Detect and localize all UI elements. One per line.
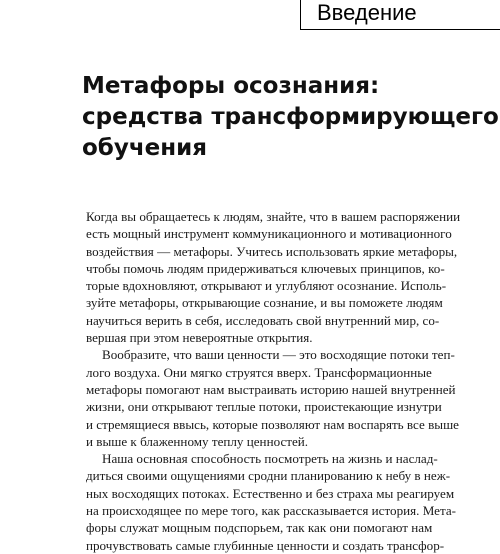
paragraph — [86, 346, 459, 450]
text-line: ных восходящих потоках. Естественно и без страха мы реагируем — [86, 485, 455, 501]
paragraph — [86, 450, 457, 554]
text-line: и выше к блаженному теплу ценностей. — [86, 433, 309, 449]
text-line: торые вдохновляют, открывают и углубляют осознание. Исполь- — [86, 278, 447, 294]
text-line: Наша основная способность посмотреть на жизнь и наслад- — [102, 451, 438, 467]
text-line: диться своими ощущениями сродни планированию к небу в неж- — [86, 468, 451, 484]
text-line: есть мощный инструмент коммуникационного и мотивационного — [86, 226, 452, 242]
section-header — [300, 0, 500, 30]
text-line: зуйте метафоры, открывающие сознание, и вы поможете людям — [86, 295, 443, 311]
text-line: вершая при этом невероятные открытия. — [86, 330, 313, 346]
text-line: воздействия — метафоры. Учитесь использовать яркие метафоры, — [86, 243, 458, 259]
text-line: метафоры помогают нам выстраивать историю нашей внутренней — [86, 381, 456, 397]
text-line: жизни, они открывают теплые потоки, проистекающие изнутри — [86, 399, 442, 415]
chapter-title-line: Метафоры осознания: — [82, 73, 380, 99]
text-line: Вообразите, что ваши ценности — это восходящие потоки теп- — [102, 347, 455, 363]
text-line: чтобы помочь людям придерживаться ключевых принципов, ко- — [86, 260, 445, 276]
text-line: Когда вы обращаетесь к людям, знайте, что в вашем распоряжении — [86, 209, 461, 224]
chapter-title-line: обучения — [82, 135, 208, 161]
text-line: форы служат мощным подспорьем, так как они помогают нам — [86, 520, 433, 536]
body-text — [86, 208, 461, 554]
text-line: лого воздуха. Они мягко струятся вверх. Трансформационные — [86, 364, 432, 380]
section-label: Введение — [317, 0, 417, 25]
text-line: на происходящее по мере того, как рассказывается история. Мета- — [86, 503, 457, 519]
paragraph — [86, 208, 461, 346]
chapter-title — [82, 71, 499, 164]
text-line: и стремящиеся ввысь, которые позволяют нам воспарять все выше — [86, 416, 459, 432]
text-line: прочувствовать самые глубинные ценности и создать трансфор- — [86, 537, 445, 553]
text-line: научиться верить в себя, исследовать свой внутренний мир, со- — [86, 312, 440, 328]
chapter-title-line: средства трансформирующего — [82, 104, 499, 130]
